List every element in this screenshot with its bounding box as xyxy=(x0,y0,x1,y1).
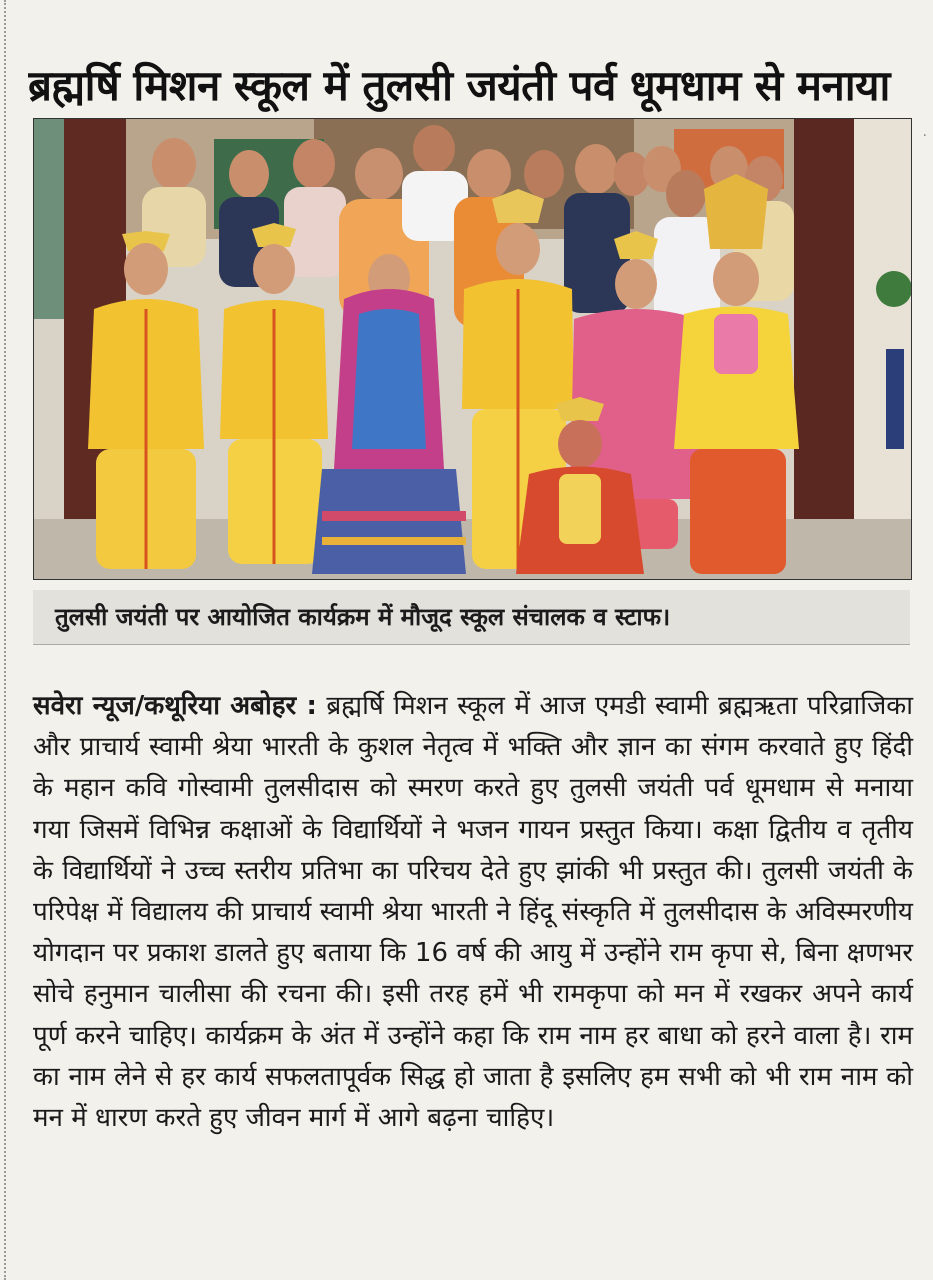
right-pillar xyxy=(794,119,854,559)
photo-caption-band xyxy=(33,590,910,645)
article-photo xyxy=(33,118,912,580)
edge-mark: · xyxy=(922,128,927,144)
article-dateline: सवेरा न्यूज/कथूरिया अबोहर : xyxy=(33,691,317,721)
article-body xyxy=(33,686,913,1139)
group-photo-illustration xyxy=(34,119,911,579)
page-fold-line xyxy=(4,0,6,1280)
article-headline: ब्रह्मर्षि मिशन स्कूल में तुलसी जयंती पर्व धूमधाम से मनाया xyxy=(28,61,890,111)
photo-caption: तुलसी जयंती पर आयोजित कार्यक्रम में मौजूद स्कूल संचालक व स्टाफ। xyxy=(55,603,671,631)
article-body-text: ब्रह्मर्षि मिशन स्कूल में आज एमडी स्वामी ब्रह्मऋता परिव्राजिका और प्राचार्य स्वामी श्रेया भारती के कुशल नेतृत्व में भक्ति और ज्ञान का संगम करवाते हुए हिंदी के महान कवि गोस्वामी तुलसीदास को स्मरण करते हुए तुलसी जयंती पर्व धूमधाम से मनाया गया जिसमें विभिन्न कक्षाओं के विद्यार्थियों ने भजन गायन प्रस्तुत किया। कक्षा द्वितीय व तृतीय के विद्यार्थियों ने उच्च स्तरीय प्रतिभा का परिचय देते हुए झांकी भी प्रस्तुत की। तुलसी जयंती के परिपेक्ष में विद्यालय की प्राचार्य स्वामी श्रेया भारती ने हिंदू संस्कृति में तुलसीदास के अविस्मरणीय योगदान पर प्रकाश डालते हुए बताया कि 16 वर्ष की आयु में उन्होंने राम कृपा से, बिना क्षणभर सोचे हनुमान चालीसा की रचना की। इसी तरह हमें भी रामकृपा को मन में रखकर अपने कार्य पूर्ण करने चाहिए। कार्यक्रम के अंत में उन्होंने कहा कि राम नाम हर बाधा को हरने वाला है। राम का नाम लेने से हर कार्य सफलतापूर्वक सिद्ध हो जाता है इसलिए हम सभी को भी राम नाम को मन में धारण करते हुए जीवन मार्ग में आगे बढ़ना चाहिए। xyxy=(33,691,914,1134)
